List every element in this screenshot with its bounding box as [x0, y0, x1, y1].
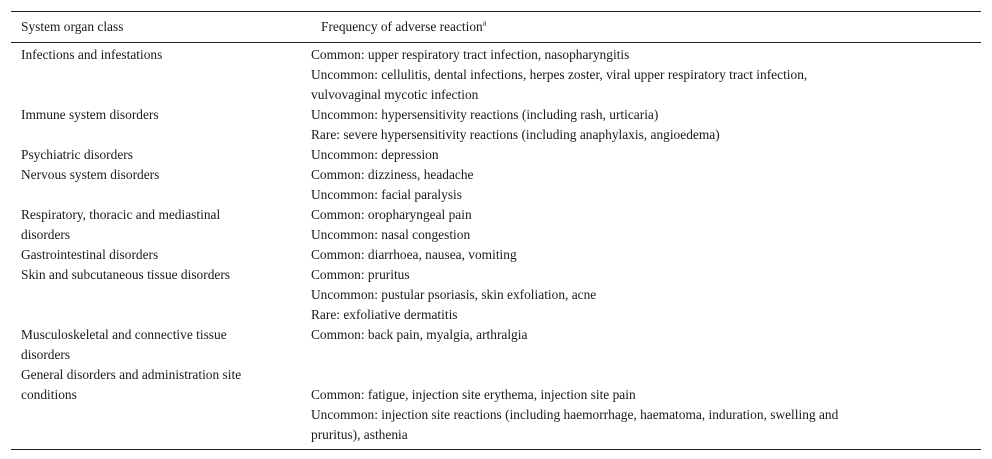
table-row [11, 145, 981, 165]
organ-class-line: Skin and subcutaneous tissue disorders [21, 267, 231, 282]
reaction-line: Uncommon: hypersensitivity reactions (including rash, urticaria) [311, 107, 659, 122]
table-body [11, 43, 981, 449]
table-row [11, 205, 981, 245]
reaction-line [311, 345, 951, 365]
organ-class-cell [11, 145, 311, 165]
organ-class-line: Nervous system disorders [21, 167, 160, 182]
reaction-line: Uncommon: injection site reactions (including haemorrhage, haematoma, induration, swelling and [311, 407, 839, 422]
organ-class-line: conditions [21, 387, 77, 402]
organ-class-cell [11, 325, 311, 365]
table-row [11, 105, 981, 145]
reaction-line: Rare: severe hypersensitivity reactions (including anaphylaxis, angioedema) [311, 127, 720, 142]
organ-class-cell [11, 45, 311, 65]
header-frequency [321, 19, 486, 35]
organ-class-cell [11, 245, 311, 265]
reaction-line [311, 365, 951, 385]
frequency-cell [311, 105, 981, 145]
header-frequency-label: Frequency of adverse reaction [321, 19, 483, 34]
organ-class-cell [11, 165, 311, 185]
organ-class-cell [11, 365, 311, 405]
frequency-cell [311, 205, 981, 245]
organ-class-line: Respiratory, thoracic and mediastinal [21, 207, 221, 222]
reaction-line: Uncommon: pustular psoriasis, skin exfoliation, acne [311, 287, 597, 302]
table-row [11, 245, 981, 265]
organ-class-line: Immune system disorders [21, 107, 159, 122]
organ-class-line: General disorders and administration site [21, 367, 242, 382]
reaction-line: Uncommon: nasal congestion [311, 227, 471, 242]
organ-class-cell [11, 105, 311, 125]
reaction-line: Common: oropharyngeal pain [311, 207, 472, 222]
organ-class-cell [11, 265, 311, 285]
frequency-cell [311, 365, 981, 445]
reaction-line: Uncommon: depression [311, 147, 439, 162]
organ-class-cell [11, 205, 311, 245]
organ-class-line: Gastrointestinal disorders [21, 247, 159, 262]
header-organ-class: System organ class [21, 19, 124, 34]
adverse-reactions-table [11, 11, 981, 450]
table-row [11, 265, 981, 325]
organ-class-line: Musculoskeletal and connective tissue [21, 327, 227, 342]
frequency-cell [311, 145, 981, 165]
reaction-line: vulvovaginal mycotic infection [311, 87, 479, 102]
reaction-line: Common: diarrhoea, nausea, vomiting [311, 247, 517, 262]
reaction-line: pruritus), asthenia [311, 427, 408, 442]
organ-class-line: Infections and infestations [21, 47, 163, 62]
reaction-line: Common: pruritus [311, 267, 410, 282]
reaction-line: Common: upper respiratory tract infection, nasopharyngitis [311, 47, 630, 62]
table-row [11, 365, 981, 445]
reaction-line: Common: fatigue, injection site erythema, injection site pain [311, 387, 636, 402]
table-row [11, 325, 981, 365]
reaction-line: Rare: exfoliative dermatitis [311, 307, 458, 322]
frequency-cell [311, 245, 981, 265]
organ-class-line: disorders [21, 347, 71, 362]
organ-class-line: Psychiatric disorders [21, 147, 133, 162]
header-footnote-mark: a [482, 18, 487, 28]
reaction-line: Common: dizziness, headache [311, 167, 474, 182]
reaction-line: Uncommon: cellulitis, dental infections, herpes zoster, viral upper respiratory tract infection, [311, 67, 808, 82]
table-row [11, 165, 981, 205]
reaction-line: Common: back pain, myalgia, arthralgia [311, 327, 528, 342]
frequency-cell [311, 325, 981, 365]
table-row [11, 45, 981, 105]
frequency-cell [311, 165, 981, 205]
organ-class-line: disorders [21, 227, 71, 242]
frequency-cell [311, 45, 981, 105]
table-header-row [11, 12, 981, 43]
reaction-line: Uncommon: facial paralysis [311, 187, 462, 202]
frequency-cell [311, 265, 981, 325]
